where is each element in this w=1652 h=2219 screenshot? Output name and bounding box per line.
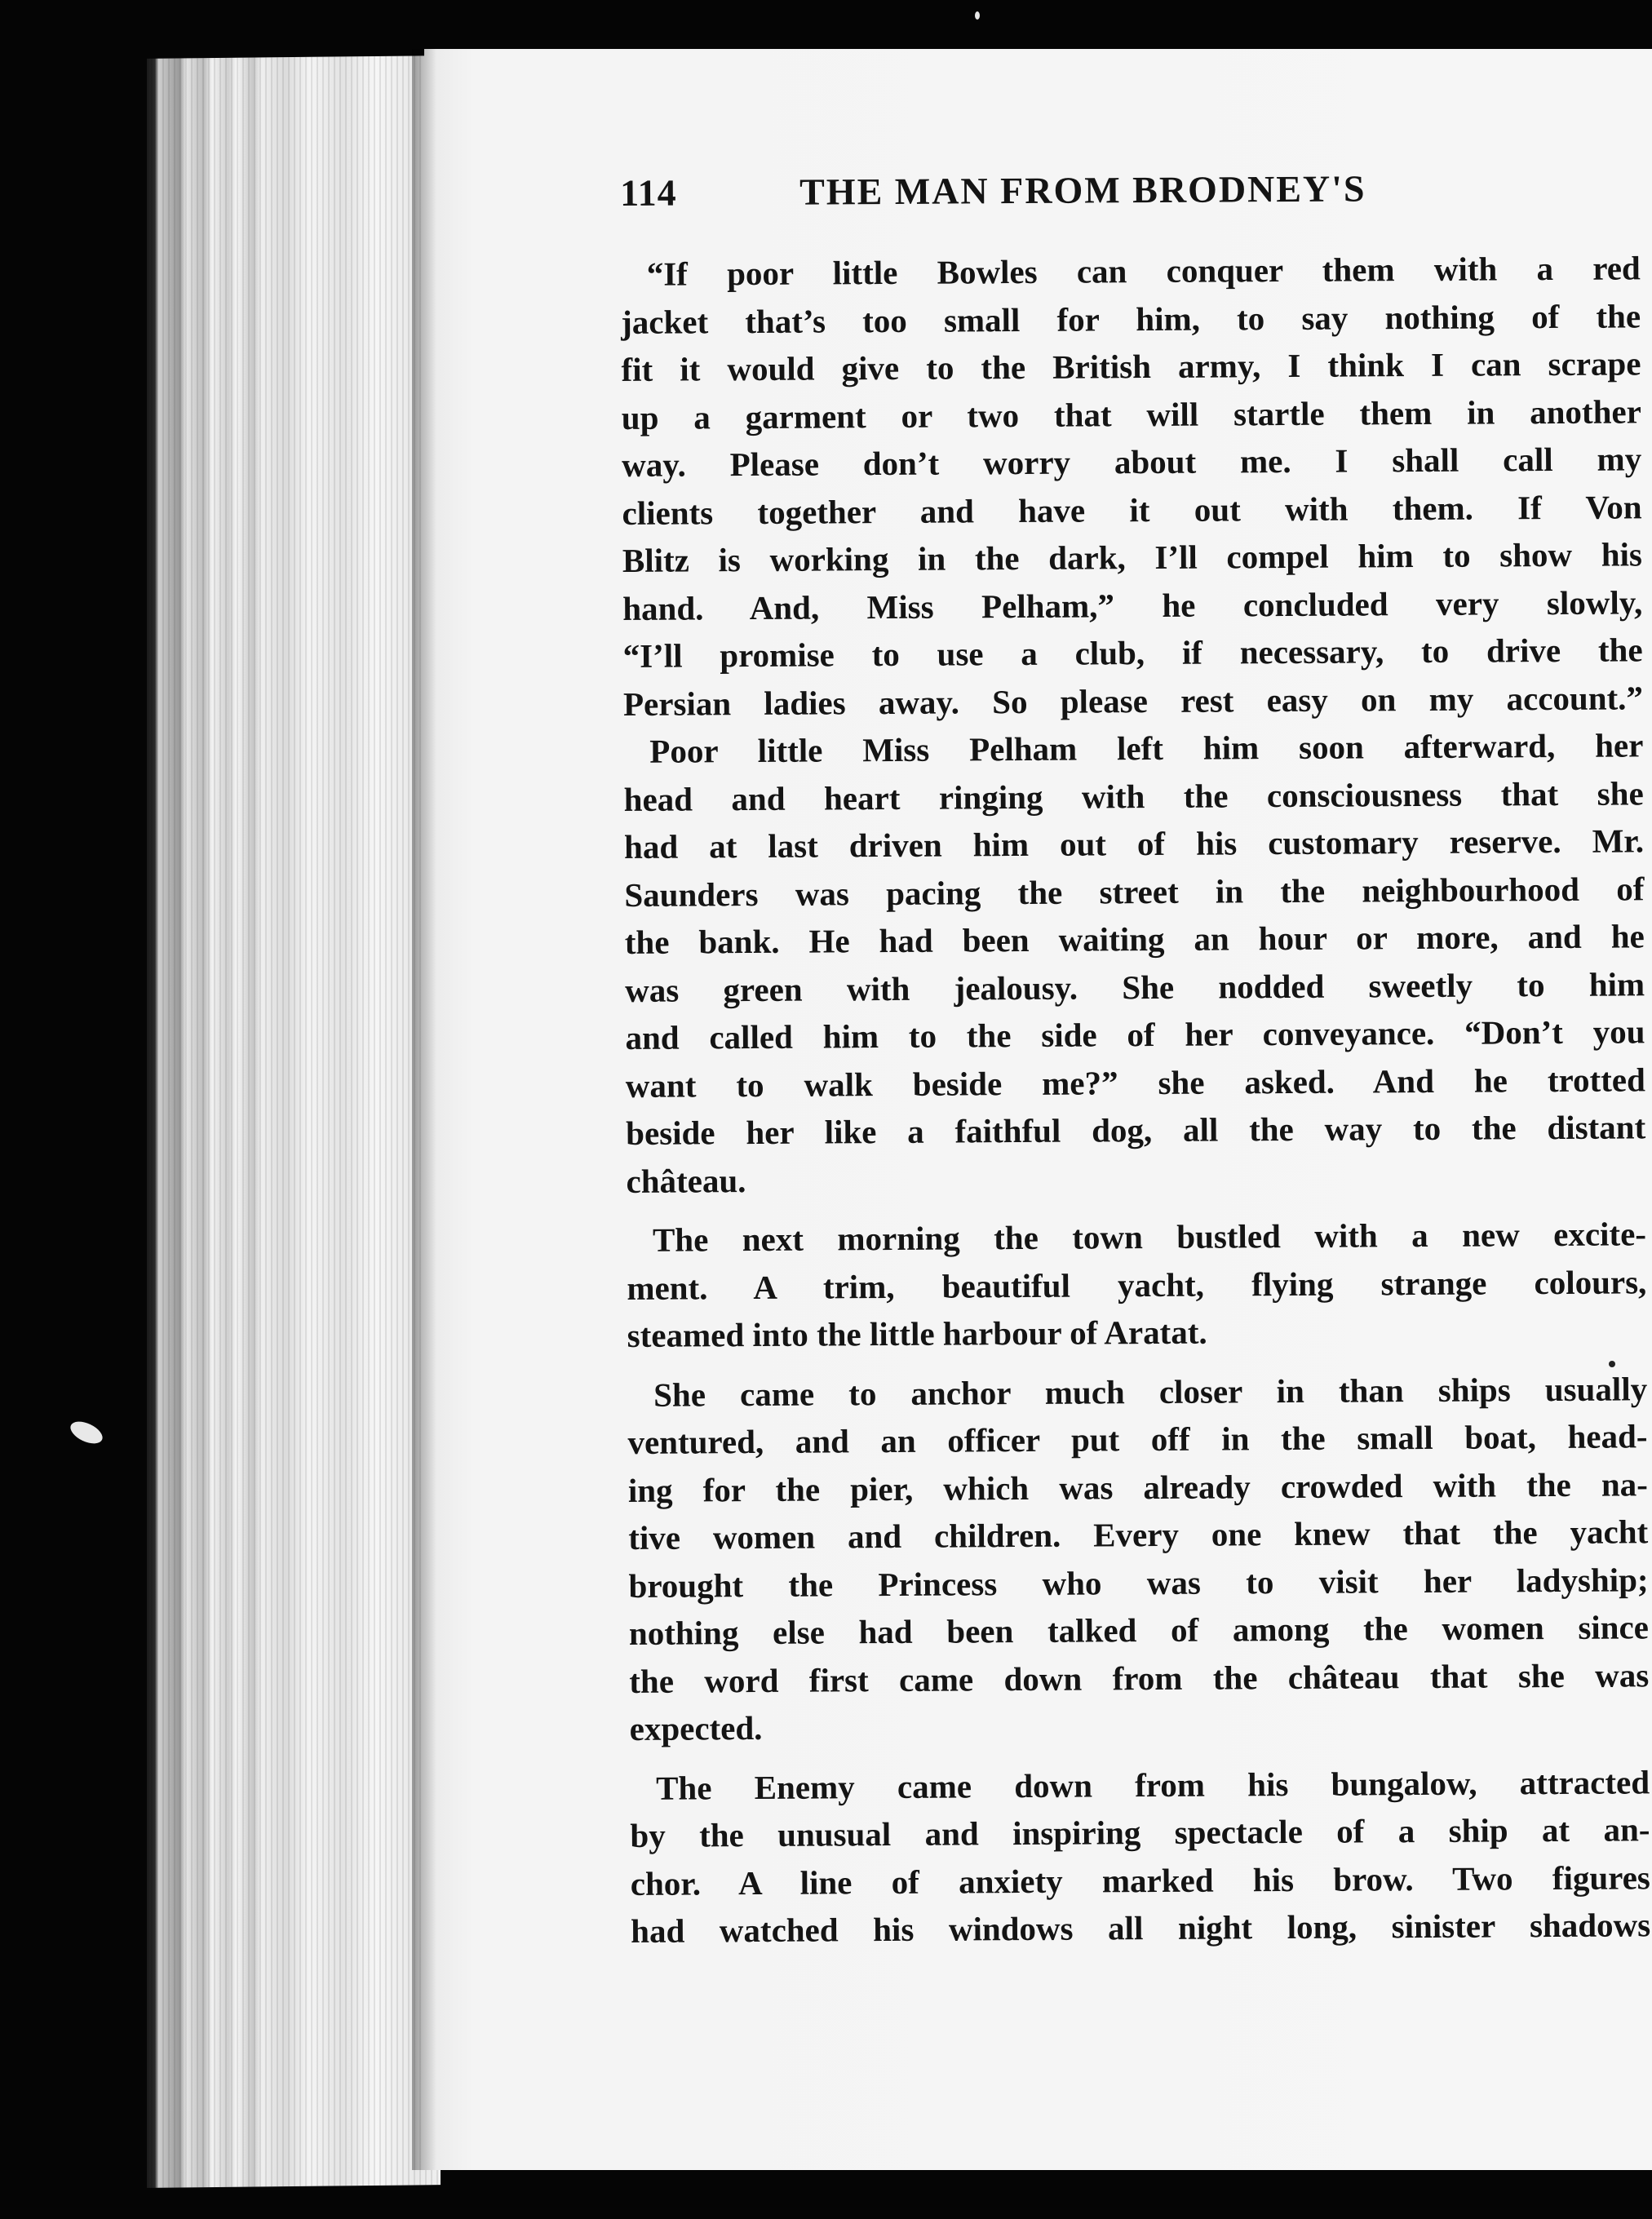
text-line: beside her like a faithful dog, all the way to the distant bbox=[626, 1108, 1646, 1152]
text-line: ventured, and an officer put off in the small boat, head- bbox=[627, 1417, 1648, 1461]
dust-speck bbox=[975, 11, 980, 20]
text-line: had watched his windows all night long, sinister shadows bbox=[631, 1906, 1651, 1950]
text-line: up a garment or two that will startle them in another bbox=[621, 392, 1641, 436]
text-line: expected. bbox=[629, 1708, 763, 1747]
dust-speck bbox=[67, 1417, 105, 1448]
text-line: Saunders was pacing the street in the neighbourhood of bbox=[624, 869, 1645, 914]
text-line: the word first came down from the château that she was bbox=[629, 1655, 1650, 1700]
paragraph bbox=[627, 1365, 1650, 1753]
text-line: head and heart ringing with the consciousness that she bbox=[623, 773, 1644, 818]
paragraph bbox=[623, 721, 1646, 1205]
text-line: had at last driven him out of his customary reserve. Mr. bbox=[623, 822, 1645, 866]
text-line: chor. A line of anxiety marked his brow. Two figures bbox=[630, 1858, 1650, 1902]
text-line: château. bbox=[626, 1161, 746, 1200]
text-line: want to walk beside me?” she asked. And he trotted bbox=[625, 1060, 1645, 1105]
text-line: the bank. He had been waiting an hour or more, and he bbox=[624, 917, 1645, 961]
text-line: Poor little Miss Pelham left him soon afterward, her bbox=[649, 726, 1644, 770]
running-head bbox=[620, 165, 1640, 215]
text-line: brought the Princess who was to visit her ladyship; bbox=[628, 1560, 1649, 1605]
paragraph bbox=[621, 244, 1644, 728]
text-line: hand. And, Miss Pelham,” he concluded very slowly, bbox=[622, 582, 1643, 627]
text-line: fit it would give to the British army, I think I can scrape bbox=[621, 344, 1641, 388]
paragraph bbox=[630, 1758, 1650, 1955]
gutter-shadow bbox=[412, 49, 436, 2170]
text-line: was green with jealousy. She nodded sweetly to him bbox=[624, 964, 1645, 1009]
text-line: jacket that’s too small for him, to say nothing of the bbox=[620, 296, 1641, 341]
text-line: way. Please don’t worry about me. I shall call my bbox=[622, 440, 1642, 484]
paragraph bbox=[627, 1210, 1647, 1359]
text-line: The Enemy came down from his bungalow, attracted bbox=[655, 1762, 1650, 1807]
text-line: and called him to the side of her conveyance. “Don’t you bbox=[625, 1012, 1645, 1056]
text-line: tive women and children. Every one knew that the yacht bbox=[628, 1513, 1649, 1557]
page-text bbox=[620, 165, 1650, 1955]
running-head-title: THE MAN FROM BRODNEY'S bbox=[799, 167, 1366, 213]
text-line: clients together and have it out with them. If Von bbox=[622, 487, 1642, 532]
text-line: by the unusual and inspiring spectacle of a ship at an- bbox=[630, 1810, 1650, 1854]
text-line: “I’ll promise to use a club, if necessary, to drive the bbox=[622, 631, 1643, 675]
text-line: ment. A trim, beautiful yacht, flying strange colours, bbox=[627, 1262, 1647, 1307]
text-line: The next morning the town bustled with a new excite- bbox=[652, 1215, 1647, 1259]
page-number: 114 bbox=[620, 171, 677, 214]
text-line: “If poor little Bowles can conquer them with a red bbox=[646, 249, 1641, 293]
text-line: Persian ladies away. So please rest easy on my account.” bbox=[622, 678, 1644, 723]
page-edges bbox=[147, 55, 441, 2188]
text-line: ing for the pier, which was already crowded with the na- bbox=[627, 1464, 1648, 1509]
text-line: She came to anchor much closer in than ships usually bbox=[653, 1369, 1648, 1414]
text-line: nothing else had been talked of among the women since bbox=[628, 1608, 1650, 1652]
text-line: Blitz is working in the dark, I’ll compel him to show his bbox=[622, 535, 1643, 579]
text-line: steamed into the little harbour of Aratat. bbox=[627, 1313, 1207, 1354]
